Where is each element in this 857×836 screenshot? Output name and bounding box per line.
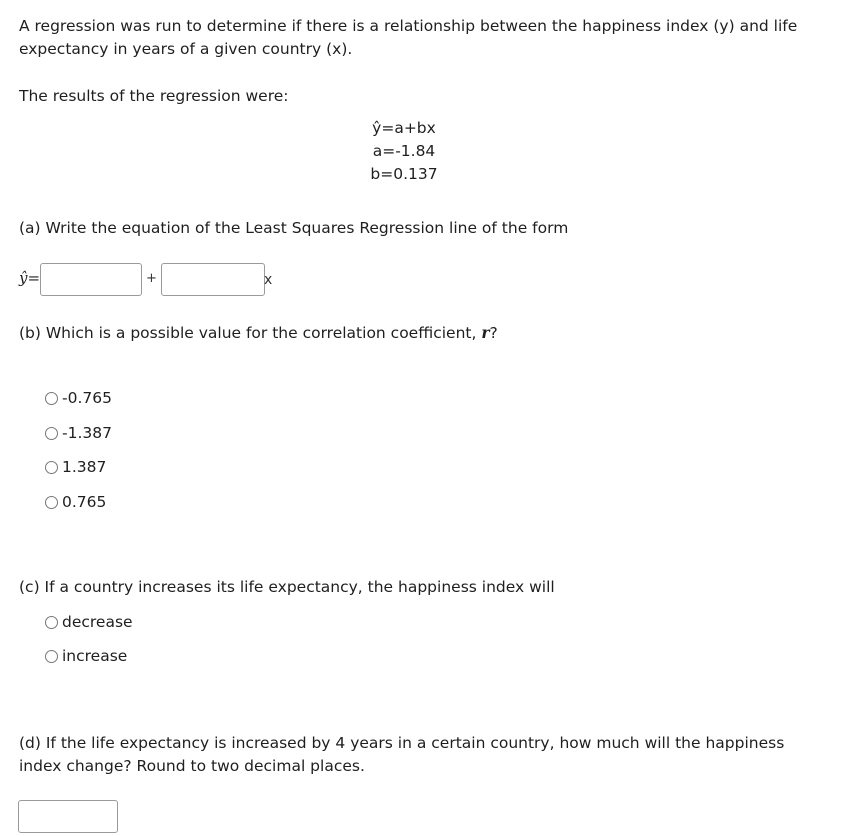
option-label: -1.387 (62, 424, 112, 442)
slope-input[interactable] (161, 263, 265, 296)
equation-a-value: a=-1.84 (372, 142, 436, 160)
yhat-label: ŷ= (19, 269, 41, 287)
option-label: increase (62, 647, 128, 665)
part-b-question (19, 321, 498, 345)
part-c-question: (c) If a country increases its life expectancy, the happiness index will (19, 578, 555, 596)
part-b-question-text: (b) Which is a possible value for the correlation coefficient, (19, 324, 482, 342)
part-a-question: (a) Write the equation of the Least Squares Regression line of the form (19, 219, 569, 237)
option-r-1387[interactable] (45, 456, 106, 478)
radio-circle-icon[interactable] (45, 496, 58, 509)
option-r-neg-0765[interactable] (45, 387, 112, 409)
plus-sign: + (146, 271, 157, 286)
radio-circle-icon[interactable] (45, 392, 58, 405)
option-label: -0.765 (62, 389, 112, 407)
radio-circle-icon[interactable] (45, 616, 58, 629)
option-r-neg-1387[interactable] (45, 422, 112, 444)
results-label: The results of the regression were: (19, 87, 289, 105)
radio-circle-icon[interactable] (45, 461, 58, 474)
radio-circle-icon[interactable] (45, 650, 58, 663)
equation-form: ŷ=a+bx (372, 119, 436, 137)
x-variable-label: x (264, 272, 273, 288)
happiness-change-input[interactable] (18, 800, 118, 833)
option-label: 1.387 (62, 458, 107, 476)
part-d-question: (d) If the life expectancy is increased by 4 years in a certain country, how much will the happiness index change? Round to two decimal places. (19, 734, 785, 775)
option-increase[interactable] (45, 645, 127, 667)
equation-b-value: b=0.137 (370, 165, 438, 183)
option-label: decrease (62, 613, 133, 631)
intro-text: A regression was run to determine if there is a relationship between the happiness index (y) and life expectancy in years of a given country (x). (19, 17, 798, 58)
intercept-input[interactable] (40, 263, 142, 296)
radio-circle-icon[interactable] (45, 427, 58, 440)
option-label: 0.765 (62, 493, 107, 511)
option-r-0765[interactable] (45, 491, 106, 513)
part-b-question-end: ? (489, 324, 498, 342)
option-decrease[interactable] (45, 611, 133, 633)
r-symbol: r (481, 323, 490, 342)
